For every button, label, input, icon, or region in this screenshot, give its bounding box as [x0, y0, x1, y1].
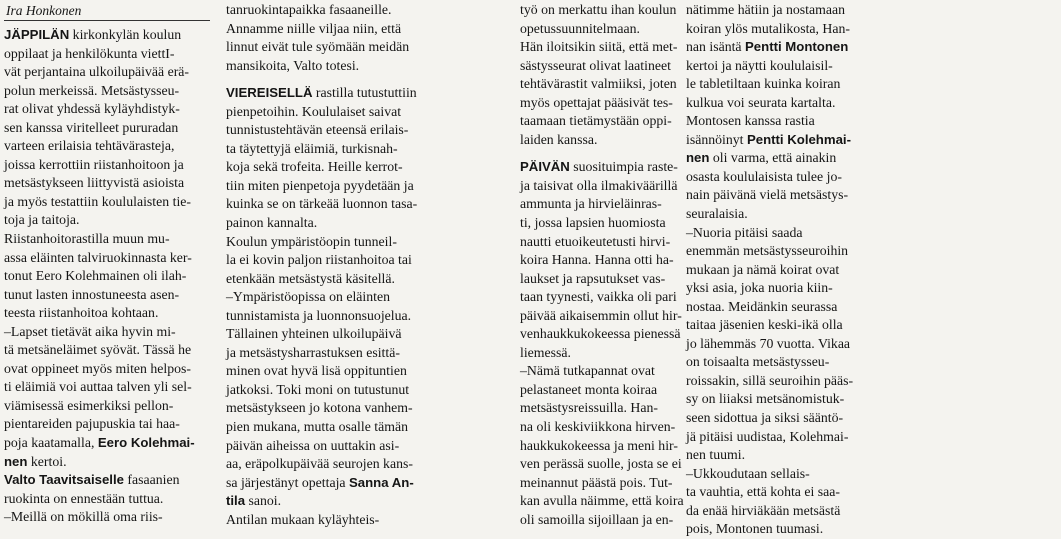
text-line: nen kertoi. — [4, 453, 67, 469]
text-line: nautti etuoikeutetusti hirvi- — [520, 233, 671, 249]
text-line: na oli keskiviikkona hirven- — [520, 419, 676, 435]
text-line: tonut Eero Kolehmainen oli ilah- — [4, 268, 187, 284]
text-line: jatkoksi. Toki moni on tutustunut — [226, 381, 410, 397]
text-line: Hän iloitsikin siitä, että met- — [520, 39, 678, 55]
text-line: assa eläinten talviruokinnasta ker- — [4, 249, 192, 265]
bold-name: nen — [4, 453, 28, 469]
text-line: haukkukokeessa ja meni hir- — [520, 437, 678, 453]
text-line: la ei kovin paljon riistanhoitoa tai — [226, 252, 412, 268]
text-line: pienpetoihin. Koululaiset saivat — [226, 103, 402, 119]
bold-name: PÄIVÄN — [520, 159, 570, 175]
text-line: seuralaisia. — [686, 206, 748, 222]
text-line: le tabletiltaan kuinka koiran — [686, 76, 841, 92]
text-line: Antilan mukaan kyläyhteis- — [226, 511, 380, 527]
text-line: poja kaatamalla, Eero Kolehmai- — [4, 435, 195, 451]
text-line: viämisessä esimerkiksi pellon- — [4, 397, 174, 413]
text-line: pois, Montonen tuumasi. — [686, 521, 824, 537]
text-line: –Ukkoudutaan sellais- — [686, 465, 810, 481]
text-line: kuinka se on tärkeää luonnon tasa- — [226, 196, 418, 212]
text-line: tanruokintapaikka fasaaneille. — [226, 2, 392, 17]
text-line: päivää aikaisemmin ollut hir- — [520, 307, 682, 323]
text-line: painon kannalta. — [226, 215, 318, 231]
text-line: laukset ja rapsutukset vas- — [520, 270, 666, 286]
text-line: nan isäntä Pentti Montonen — [686, 39, 849, 55]
article-column-2 — [226, 1, 434, 527]
text-line: seen sidottua ja siksi sääntö- — [686, 410, 844, 426]
text-line: PÄIVÄN suosituimpia raste- — [520, 159, 678, 175]
bold-name: VIEREISELLÄ — [226, 85, 313, 101]
bold-name: Valto Taavitsaiselle — [4, 472, 124, 488]
bold-name: Pentti Montonen — [745, 39, 849, 55]
bold-name: Eero Kolehmai- — [97, 435, 195, 451]
article-column-1 — [4, 26, 212, 524]
text-line: rat olivat yhdessä kyläyhdistyk- — [4, 101, 180, 117]
text-line: tunut lasten innostuneesta asen- — [4, 286, 180, 302]
article-column-4 — [686, 1, 894, 537]
text-line: tunnistustehtävän eteensä erilais- — [226, 122, 409, 138]
text-line: nen tuumi. — [686, 447, 746, 463]
text-line: metsästykseen jo kotona vanhem- — [226, 400, 413, 416]
text-line: ruokinta on ennestään tuttua. — [4, 490, 164, 506]
text-line: teesta riistanhoitoa kohtaan. — [4, 305, 159, 321]
text-line: linnut eivät tule syömään meidän — [226, 39, 410, 55]
text-line: –Lapset tietävät aika hyvin mi- — [4, 323, 176, 339]
text-line: JÄPPILÄN kirkonkylän koulun — [4, 27, 182, 42]
bold-name: tila — [226, 493, 246, 509]
text-line: sen kanssa viritelleet pururadan — [4, 119, 179, 135]
text-line: sy on liiaksi metsänomistuk- — [686, 391, 845, 407]
text-line: päivän aiheissa on uuttakin asi- — [226, 437, 400, 453]
bold-name: Pentti Kolehmai- — [746, 131, 851, 147]
text-line: laiden kanssa. — [520, 131, 598, 147]
bold-name: nen — [686, 150, 710, 166]
text-line: ja taisivat olla ilmakiväärillä — [520, 177, 678, 193]
text-line: Koulun ympäristöopin tunneil- — [226, 233, 397, 249]
text-line: yksi asia, joka nuoria kiin- — [686, 280, 833, 296]
text-line: kan avulla näimme, että koira — [520, 493, 684, 509]
text-line: VIEREISELLÄ rastilla tutustuttiin — [226, 85, 417, 101]
text-line: kertoi ja näytti koululaisil- — [686, 57, 833, 73]
text-line: ovat oppineet myös miten helpos- — [4, 360, 191, 376]
text-line: ammunta ja hirvieläinras- — [520, 196, 662, 212]
text-line: –Nämä tutkapannat ovat — [520, 363, 655, 379]
text-line: da enää hirviäkään metsästä — [686, 502, 841, 518]
text-line: ven perässä suolle, josta se ei — [520, 456, 682, 472]
text-line: pien mukana, mutta osalle tämän — [226, 419, 408, 435]
text-line: jä pitäisi uudistaa, Kolehmai- — [686, 428, 849, 444]
text-line: tiin miten pienpetoja pyydetään ja — [226, 177, 414, 193]
text-line: ta täytettyjä eläimiä, turkisnah- — [226, 140, 398, 156]
text-line: roissakin, sillä seuroihin pääs- — [686, 372, 854, 388]
text-line: oli samoilla sijoillaan ja en- — [520, 511, 674, 527]
text-line: nätimme hätiin ja nostamaan — [686, 2, 846, 17]
text-line: ja metsästysharrastuksen esittä- — [226, 344, 400, 360]
text-line: on toisaalta metsästysseu- — [686, 354, 830, 370]
text-line: osasta koululaisista tulee jo- — [686, 168, 842, 184]
text-line: aa, eräpolkupäivää seurojen kans- — [226, 456, 413, 472]
text-line: mansikoita, Valto totesi. — [226, 57, 360, 73]
paragraph-gap — [226, 75, 434, 84]
text-line: pelastaneet monta koiraa — [520, 381, 658, 397]
text-line: varteen erilaisia tehtävärasteja, — [4, 138, 175, 154]
text-line: liemessä. — [520, 344, 571, 360]
text-line: ti, jossa lapsien huomiosta — [520, 215, 666, 231]
text-line: nen oli varma, että ainakin — [686, 150, 837, 166]
text-line: –Nuoria pitäisi saada — [686, 224, 803, 240]
text-line: metsästykseen liittyvistä asioista — [4, 175, 185, 191]
text-line: –Ympäristöopissa on eläinten — [226, 289, 390, 305]
text-line: nostaa. Meidänkin seurassa — [686, 298, 838, 314]
text-line: tila sanoi. — [226, 493, 282, 509]
text-line: tunnistamista ja luonnonsuojelua. — [226, 307, 412, 323]
text-line: koiran ylös mutalikosta, Han- — [686, 20, 850, 36]
text-line: ta vauhtia, että kohta ei saa- — [686, 484, 840, 500]
text-line: tehtävärastit valmiiksi, joten — [520, 76, 677, 92]
text-line: koira Hanna. Hanna otti ha- — [520, 252, 674, 268]
text-line: meinannut päästä pois. Tut- — [520, 474, 673, 490]
bold-name: Sanna An- — [348, 474, 414, 490]
text-line: isännöinyt Pentti Kolehmai- — [686, 131, 851, 147]
text-line: jo lähemmäs 70 vuotta. Vikaa — [686, 335, 851, 351]
text-line: kulkua voi seurata kartalta. — [686, 94, 836, 110]
text-line: Annamme niille viljaa niin, että — [226, 20, 402, 36]
text-line: opetussuunnitelmaan. — [520, 20, 640, 36]
text-line: toja ja taitoja. — [4, 212, 80, 228]
text-line: etenkään metsästystä käsitellä. — [226, 270, 395, 286]
text-line: taamaan tietämystään oppi- — [520, 113, 672, 129]
text-line: sästysseurat olivat laatineet — [520, 57, 671, 73]
text-line: joissa kerrottiin riistanhoitoon ja — [4, 156, 184, 172]
byline: Ira Honkonen — [4, 2, 210, 21]
text-line: sa järjestänyt opettaja Sanna An- — [226, 474, 414, 490]
text-line: nain päivänä vielä metsästys- — [686, 187, 849, 203]
text-line: Montosen kanssa rastia — [686, 113, 815, 129]
text-line: Riistanhoitorastilla muun mu- — [4, 231, 170, 247]
text-line: ja myös testattiin koululaisten tie- — [4, 193, 191, 209]
text-line: vät perjantaina ulkoilupäivää erä- — [4, 64, 190, 80]
text-line: minen ovat hyvä lisä oppituntien — [226, 363, 407, 379]
text-line: –Meillä on mökillä oma riis- — [4, 509, 163, 525]
text-line: metsästysreissuilla. Han- — [520, 400, 658, 416]
text-line: taan tyynesti, vaikka oli pari — [520, 289, 677, 305]
text-line: Valto Taavitsaiselle fasaanien — [4, 472, 180, 488]
text-line: oppilaat ja henkilökunta viettI- — [4, 45, 175, 61]
text-line: enemmän metsästysseuroihin — [686, 243, 849, 259]
text-line: pientareiden pajupuskia tai haa- — [4, 416, 180, 432]
text-line: mukaan ja nämä koirat ovat — [686, 261, 840, 277]
text-line: polun merkeissä. Metsästysseu- — [4, 82, 180, 98]
text-line: Tällainen yhteinen ulkoilupäivä — [226, 326, 402, 342]
text-line: venhaukkukokeessa pienessä — [520, 326, 681, 342]
bold-name: JÄPPILÄN — [4, 27, 70, 42]
text-line: työ on merkattu ihan koulun — [520, 2, 677, 17]
text-line: koja sekä trofeita. Heille kerrot- — [226, 159, 403, 175]
text-line: myös opettajat pääsivät tes- — [520, 94, 673, 110]
text-line: tä metsäneläimet syövät. Tässä he — [4, 342, 192, 358]
text-line: ti eläimiä voi auttaa talven yli sel- — [4, 379, 192, 395]
text-line: taitaa jäsenien keski-ikä olla — [686, 317, 843, 333]
